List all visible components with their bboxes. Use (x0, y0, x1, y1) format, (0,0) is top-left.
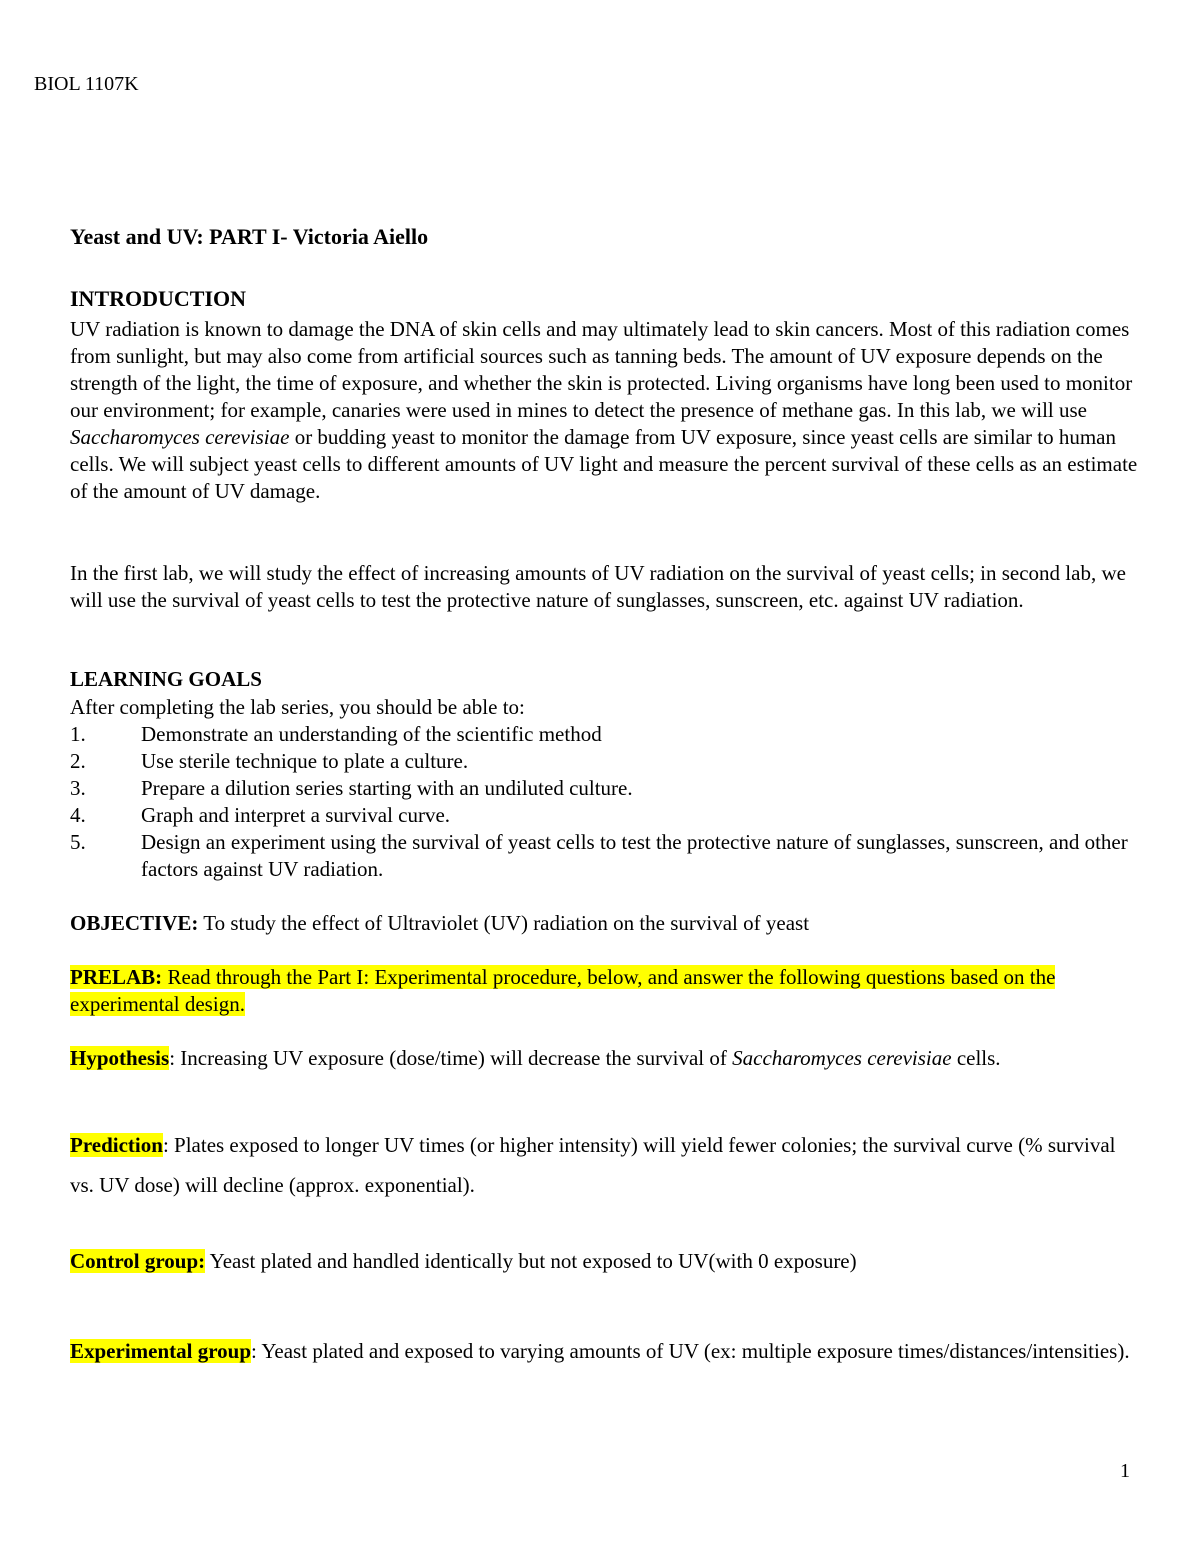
hypothesis-text-b: cells. (951, 1046, 1001, 1070)
list-item (70, 748, 1140, 775)
list-item-number: 4. (70, 803, 86, 827)
species-name: Saccharomyces cerevisiae (70, 425, 290, 449)
control-group-label: Control group: (70, 1249, 206, 1273)
course-code: BIOL 1107K (34, 73, 139, 95)
list-item-number: 2. (70, 749, 86, 773)
experimental-group-label: Experimental group (70, 1339, 252, 1363)
list-item (70, 829, 1140, 883)
learning-goals-intro: After completing the lab series, you should be able to: (70, 695, 525, 719)
list-item-text: Use sterile technique to plate a culture. (141, 749, 469, 773)
hypothesis-label: Hypothesis (70, 1046, 170, 1070)
intro-p1-text-a: UV radiation is known to damage the DNA of skin cells and may ultimately lead to skin cancers. Most of this radiation comes from sunlight, but may also come from artificial sources such as tanning beds. The amount of UV exposure depends on the strength of the light, the time of exposure, and whether the skin is protected. Living organisms have long been used to monitor our environment; for example, canaries were used in mines to detect the presence of methane gas. In this lab, we will use (70, 317, 1133, 422)
experimental-group-line (70, 1331, 1140, 1371)
list-item-number: 5. (70, 830, 86, 854)
introduction-paragraph-1 (70, 316, 1140, 505)
list-item-text: Design an experiment using the survival of yeast cells to test the protective nature of sunglasses, sunscreen, and other factors against UV radiation. (141, 830, 1128, 881)
intro-p1-text-b: or budding yeast to monitor the damage from UV exposure, since yeast cells are similar to human cells. We will subject yeast cells to different amounts of UV light and measure the percent survival of these cells as an estimate of the amount of UV damage. (70, 425, 1138, 503)
prediction-label: Prediction (70, 1133, 163, 1157)
list-item (70, 721, 1140, 748)
page-number: 1 (1120, 1460, 1130, 1482)
introduction-heading: INTRODUCTION (70, 286, 247, 311)
prediction-text: : Plates exposed to longer UV times (or higher intensity) will yield fewer colonies; the survival curve (% survival vs. UV dose) will decline (approx. exponential). (70, 1133, 1116, 1197)
hypothesis-text-a: : Increasing UV exposure (dose/time) will decrease the survival of (169, 1046, 733, 1070)
list-item-number: 3. (70, 776, 86, 800)
introduction-paragraph-2: In the first lab, we will study the effect of increasing amounts of UV radiation on the survival of yeast cells; in second lab, we will use the survival of yeast cells to test the protective nature of sunglasses, sunscreen, etc. against UV radiation. (70, 561, 1126, 612)
control-group-line (70, 1248, 1140, 1275)
experimental-group-text: : Yeast plated and exposed to varying amounts of UV (ex: multiple exposure times/distances/intensities). (251, 1339, 1130, 1363)
list-item-text: Demonstrate an understanding of the scientific method (141, 722, 602, 746)
hypothesis-line (70, 1045, 1140, 1072)
objective-label: OBJECTIVE: (70, 911, 199, 935)
hypothesis-species: Saccharomyces cerevisiae (732, 1046, 952, 1070)
prediction-line (70, 1125, 1140, 1205)
prelab-label: PRELAB: (70, 965, 163, 989)
list-item-text: Prepare a dilution series starting with an undiluted culture. (141, 776, 633, 800)
list-item-number: 1. (70, 722, 86, 746)
list-item-text: Graph and interpret a survival curve. (141, 803, 451, 827)
list-item (70, 775, 1140, 802)
document-title: Yeast and UV: PART I- Victoria Aiello (70, 224, 429, 249)
objective-line (70, 910, 1140, 937)
learning-goals-heading: LEARNING GOALS (70, 667, 262, 691)
prelab-instructions (70, 964, 1140, 1018)
learning-goals-list (70, 721, 1140, 883)
objective-text: To study the effect of Ultraviolet (UV) radiation on the survival of yeast (198, 911, 810, 935)
control-group-text: Yeast plated and handled identically but not exposed to UV(with 0 exposure) (205, 1249, 857, 1273)
prelab-text: Read through the Part I: Experimental procedure, below, and answer the following questions based on the experimental design. (70, 965, 1056, 1016)
list-item (70, 802, 1140, 829)
